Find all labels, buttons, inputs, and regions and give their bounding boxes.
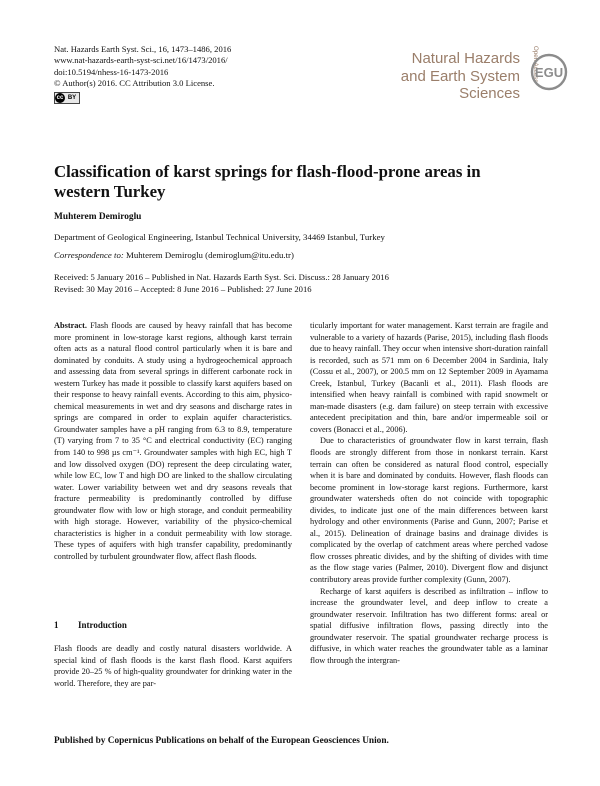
author-name: Muhterem Demiroglu bbox=[54, 212, 142, 222]
publisher-footer: Published by Copernicus Publications on behalf of the European Geosciences Union. bbox=[54, 736, 389, 746]
correspondence-contact[interactable]: Muhterem Demiroglu (demiroglum@itu.edu.tr) bbox=[126, 250, 294, 260]
publication-dates bbox=[54, 272, 389, 295]
introduction-text bbox=[54, 643, 292, 689]
cc-by-badge[interactable] bbox=[54, 92, 80, 104]
right-column-text bbox=[310, 320, 548, 666]
by-icon: BY bbox=[67, 94, 77, 101]
open-access-text: Open Access bbox=[532, 46, 539, 83]
section-title: Introduction bbox=[78, 620, 127, 630]
article-url[interactable]: www.nat-hazards-earth-syst-sci.net/16/1473/2016/ bbox=[54, 55, 228, 66]
dates-received: Received: 5 January 2016 – Published in Nat. Hazards Earth Syst. Sci. Discuss.: 28 January 2016 bbox=[54, 272, 389, 282]
paragraph: Flash floods are deadly and costly natural disasters worldwide. A special kind of flash floods is the karst flash flood. Karst aquifers provide 20–25 % of high-quality groundwater for drinking water in the world. Therefore, they are par- bbox=[54, 644, 292, 688]
abstract bbox=[54, 320, 292, 562]
cc-icon: cc bbox=[56, 94, 64, 101]
section-number: 1 bbox=[54, 620, 59, 630]
abstract-label: Abstract. bbox=[54, 321, 87, 330]
article-metadata bbox=[54, 44, 231, 104]
journal-name-line: Natural Hazards bbox=[411, 50, 520, 67]
dates-revised: Revised: 30 May 2016 – Accepted: 8 June 2016 – Published: 27 June 2016 bbox=[54, 283, 312, 294]
paragraph: Due to characteristics of groundwater flow in karst terrain, flash floods are strongly different from those in nonkarst terrain. Karst terrain can often be considered as natural flood control, especially when it is bare and dominated by conduits. However, flash floods can become prominent in low-storage karst regions. Furthermore, karst groundwater watersheds often do not coincide with topographic divides, to indicate just one of the main differences between karst hydrology and other environments (Parise and Gunn, 2007; Parise et al., 2015). Delineation of drainage basins and drainage divides is complicated by the overlap of catchment areas where perched vadose flow crosses phreatic divides, and by the shifting of divides with time as the flow stage varies (Palmer, 2010). Divergent flow and disjunct contributory areas provide further complexity (Gunn, 2007). bbox=[310, 436, 548, 585]
journal-name-line: Sciences bbox=[459, 85, 520, 102]
license: © Author(s) 2016. CC Attribution 3.0 License. bbox=[54, 78, 215, 89]
correspondence bbox=[54, 250, 294, 260]
abstract-text: Flash floods are caused by heavy rainfall that has become more prominent in low-storage karst regions, although karst terrain often acts as a natural flood control particularly when it is bare and dominated by conduits. A study using a hydrogeochemical approach and assessing data from several springs in different carbonate rock in western Turkey has made it possible to classify karst aquifers based on their response to heavy rainfall events. According to this aim, physico-chemical measurements in wet and dry seasons and discharge rates in springs are compared in order to explain aquifer characteristics. Groundwater samples have a pH ranging from 6.3 to 8.9, temperature (T) varying from 7 to 35 °C and electrical conductivity (EC) ranging from 140 to 998 µs cm⁻¹. Groundwater samples with high EC, high T and low dissolved oxygen (DO) represent the deep circulating water, while low EC, low T and high DO are linked to the shallow circulating water. Lower variability between wet and dry seasons reveals that fracture permeability is predominantly controlled by diffuse groundwater flow with low or high storage, and conduit permeability with high storage. However, variability of the physico-chemical characteristics is higher in a conduit permeability with low storage. These types of aquifers with high transfer capability, predominantly controlled by turbulent groundwater flow, affect flash floods. bbox=[54, 321, 293, 561]
paragraph: Recharge of karst aquifers is described as infiltration – inflow to increase the groundwater level, and deep inflow to create a groundwater reservoir. Infiltration has two different forms: areal or spatial diffusive infiltration flows, passing directly into the groundwater reservoir. The spatial groundwater recharge process is diffusive, in which water reaches the groundwater table as a laminar flow through the intergran- bbox=[310, 586, 548, 665]
author-affiliation: Department of Geological Engineering, Istanbul Technical University, 34469 Istanbul, Turkey bbox=[54, 232, 385, 242]
egu-logo-icon bbox=[529, 52, 569, 92]
correspondence-label: Correspondence to: bbox=[54, 250, 124, 260]
egu-logo-text: EGU bbox=[534, 65, 564, 80]
doi[interactable]: doi:10.5194/nhess-16-1473-2016 bbox=[54, 66, 169, 77]
paragraph: ticularly important for water management. Karst terrain are fragile and vulnerable to a variety of hazards (Parise, 2015), including flash floods due to heavy rainfall. They occur when intensive short-duration rainfall is recorded, such as 571 mm on 6 December 2004 in Sardinia, Italy (Cossu et al., 2007), or 200.5 mm on 12 September 2009 in Ayamama Creek, Istanbul, Turkey (Bacanli et al., 2011). Flash floods are intensified when heavy rainfall is combined with rapid snowmelt or man-made disasters (e.g. dam failure) on steep terrain with excessive antecedent precipitation and thin, bare and/or impermeable soil or covers (Bonacci et al., 2006). bbox=[310, 321, 548, 434]
article-title: Classification of karst springs for flash-flood-prone areas in western Turkey bbox=[54, 162, 481, 201]
citation: Nat. Hazards Earth Syst. Sci., 16, 1473–1486, 2016 bbox=[54, 44, 232, 54]
journal-name-line: and Earth System bbox=[400, 67, 520, 85]
section-heading-introduction bbox=[54, 620, 127, 630]
journal-name bbox=[401, 50, 520, 103]
